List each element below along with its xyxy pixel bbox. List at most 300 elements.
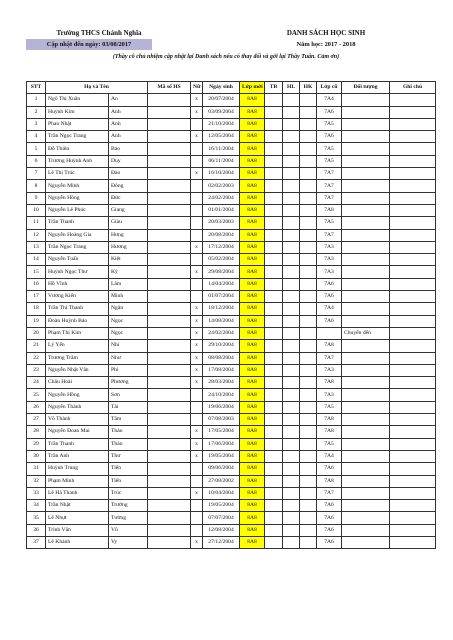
cell-family-name: Lê Nhựt	[46, 512, 109, 524]
cell-hl	[283, 327, 300, 339]
cell-stt: 9	[27, 192, 46, 204]
cell-female	[191, 475, 203, 487]
cell-hl	[283, 291, 300, 303]
cell-student-id	[148, 94, 191, 106]
cell-tb	[265, 327, 283, 339]
cell-birthdate: 17/06/2004	[203, 438, 240, 450]
table-row	[27, 303, 436, 315]
cell-female: x	[191, 94, 203, 106]
cell-stt: 34	[27, 500, 46, 512]
cell-student-id	[148, 168, 191, 180]
cell-hl	[283, 131, 300, 143]
cell-hk	[300, 278, 317, 290]
cell-notes	[390, 143, 436, 155]
cell-hk	[300, 438, 317, 450]
cell-old-class: 7A5	[317, 118, 342, 130]
cell-family-name: Lý Yến	[46, 340, 109, 352]
cell-tb	[265, 303, 283, 315]
table-row	[27, 118, 436, 130]
cell-old-class: 7A5	[317, 143, 342, 155]
cell-given-name: Đức	[109, 192, 148, 204]
cell-hl	[283, 500, 300, 512]
cell-family-name: Trần Ngọc Trang	[46, 131, 109, 143]
cell-given-name: Vũ	[109, 524, 148, 536]
cell-tb	[265, 352, 283, 364]
cell-new-class: 8A8	[240, 438, 265, 450]
cell-given-name: Tường	[109, 512, 148, 524]
cell-tb	[265, 229, 283, 241]
cell-female	[191, 143, 203, 155]
cell-birthdate: 10/04/2004	[203, 487, 240, 499]
cell-new-class: 8A8	[240, 364, 265, 376]
cell-birthdate: 07/08/2003	[203, 414, 240, 426]
cell-student-id	[148, 377, 191, 389]
cell-family-name: Nguyễn Nhật Văn	[46, 364, 109, 376]
cell-hl	[283, 352, 300, 364]
cell-hl	[283, 438, 300, 450]
table-row	[27, 426, 436, 438]
cell-old-class: 7A3	[317, 241, 342, 253]
cell-tb	[265, 155, 283, 167]
table-row	[27, 229, 436, 241]
cell-student-id	[148, 217, 191, 229]
table-row	[27, 463, 436, 475]
cell-category	[342, 536, 390, 548]
cell-given-name: Thảo	[109, 438, 148, 450]
cell-hk	[300, 377, 317, 389]
cell-given-name: Tài	[109, 401, 148, 413]
cell-given-name: Phương	[109, 377, 148, 389]
table-row	[27, 340, 436, 352]
cell-student-id	[148, 241, 191, 253]
cell-new-class: 8A8	[240, 254, 265, 266]
cell-notes	[390, 131, 436, 143]
cell-notes	[390, 94, 436, 106]
cell-tb	[265, 254, 283, 266]
cell-category	[342, 315, 390, 327]
col-header-birthdate: Ngày sinh	[203, 82, 240, 94]
cell-category	[342, 303, 390, 315]
cell-female	[191, 180, 203, 192]
cell-given-name: Minh	[109, 291, 148, 303]
cell-tb	[265, 131, 283, 143]
cell-hl	[283, 180, 300, 192]
cell-new-class: 8A8	[240, 487, 265, 499]
cell-stt: 37	[27, 536, 46, 548]
cell-female: x	[191, 487, 203, 499]
col-header-old-class: Lớp cũ	[317, 82, 342, 94]
cell-hk	[300, 524, 317, 536]
cell-given-name: Như	[109, 352, 148, 364]
cell-notes	[390, 340, 436, 352]
cell-hl	[283, 94, 300, 106]
cell-family-name: Trần Nhật	[46, 500, 109, 512]
cell-category	[342, 143, 390, 155]
cell-old-class: 7A5	[317, 155, 342, 167]
cell-student-id	[148, 327, 191, 339]
cell-hl	[283, 143, 300, 155]
cell-hl	[283, 536, 300, 548]
cell-notes	[390, 254, 436, 266]
cell-category	[342, 487, 390, 499]
cell-new-class: 8A8	[240, 106, 265, 118]
cell-hk	[300, 254, 317, 266]
cell-category	[342, 106, 390, 118]
col-header-name: Họ và Tên	[46, 82, 148, 94]
cell-student-id	[148, 266, 191, 278]
cell-student-id	[148, 389, 191, 401]
cell-category	[342, 463, 390, 475]
cell-stt: 7	[27, 168, 46, 180]
cell-hk	[300, 266, 317, 278]
col-header-hk: HK	[300, 82, 317, 94]
table-row	[27, 241, 436, 253]
cell-family-name: Đỗ Thiên	[46, 143, 109, 155]
cell-old-class: 7A6	[317, 106, 342, 118]
cell-hk	[300, 475, 317, 487]
cell-new-class: 8A8	[240, 327, 265, 339]
cell-tb	[265, 217, 283, 229]
cell-female	[191, 389, 203, 401]
table-row	[27, 180, 436, 192]
cell-given-name: Anh	[109, 106, 148, 118]
cell-given-name: Tiến	[109, 463, 148, 475]
cell-stt: 17	[27, 291, 46, 303]
cell-birthdate: 29/10/2004	[203, 340, 240, 352]
cell-tb	[265, 524, 283, 536]
cell-stt: 10	[27, 204, 46, 216]
cell-family-name: Nguyễn Thành	[46, 401, 109, 413]
cell-new-class: 8A8	[240, 217, 265, 229]
cell-old-class: 7A3	[317, 266, 342, 278]
cell-birthdate: 20/03/2003	[203, 217, 240, 229]
cell-family-name: Trương Huỳnh Anh	[46, 155, 109, 167]
cell-female	[191, 254, 203, 266]
cell-hk	[300, 450, 317, 462]
cell-birthdate: 16/11/2004	[203, 143, 240, 155]
cell-hk	[300, 217, 317, 229]
table-row	[27, 475, 436, 487]
cell-family-name: Phạm Thị Kim	[46, 327, 109, 339]
cell-tb	[265, 401, 283, 413]
cell-hk	[300, 463, 317, 475]
cell-notes	[390, 192, 436, 204]
cell-student-id	[148, 278, 191, 290]
cell-hk	[300, 327, 317, 339]
cell-stt: 14	[27, 254, 46, 266]
cell-given-name: An	[109, 94, 148, 106]
col-header-student-id: Mã số HS	[148, 82, 191, 94]
cell-stt: 8	[27, 180, 46, 192]
cell-tb	[265, 463, 283, 475]
cell-hk	[300, 168, 317, 180]
cell-new-class: 8A8	[240, 266, 265, 278]
cell-new-class: 8A8	[240, 180, 265, 192]
col-header-stt: STT	[27, 82, 46, 94]
cell-stt: 24	[27, 377, 46, 389]
col-header-tb: TB	[265, 82, 283, 94]
cell-notes	[390, 475, 436, 487]
cell-tb	[265, 241, 283, 253]
cell-new-class: 8A8	[240, 155, 265, 167]
table-header-row	[27, 82, 436, 94]
table-body	[27, 94, 436, 549]
cell-stt: 20	[27, 327, 46, 339]
cell-stt: 12	[27, 229, 46, 241]
cell-stt: 22	[27, 352, 46, 364]
cell-hl	[283, 450, 300, 462]
cell-notes	[390, 401, 436, 413]
cell-tb	[265, 180, 283, 192]
cell-student-id	[148, 487, 191, 499]
table-row	[27, 155, 436, 167]
cell-hl	[283, 315, 300, 327]
cell-hk	[300, 180, 317, 192]
cell-old-class: 7A8	[317, 414, 342, 426]
cell-female	[191, 512, 203, 524]
cell-hl	[283, 192, 300, 204]
cell-given-name: Tâm	[109, 414, 148, 426]
cell-birthdate: 01/01/2004	[203, 204, 240, 216]
cell-family-name: Huỳnh Kim	[46, 106, 109, 118]
cell-tb	[265, 278, 283, 290]
cell-notes	[390, 204, 436, 216]
cell-stt: 36	[27, 524, 46, 536]
cell-family-name: Trần Thị Thanh	[46, 303, 109, 315]
cell-old-class: 7A3	[317, 364, 342, 376]
cell-given-name: Thảo	[109, 426, 148, 438]
cell-stt: 28	[27, 426, 46, 438]
cell-stt: 1	[27, 94, 46, 106]
cell-student-id	[148, 192, 191, 204]
cell-family-name: Nguyễn Tuấn	[46, 254, 109, 266]
cell-family-name: Trương Trâm	[46, 352, 109, 364]
cell-category	[342, 241, 390, 253]
cell-notes	[390, 106, 436, 118]
cell-birthdate: 21/10/2004	[203, 118, 240, 130]
cell-family-name: Phan Nhật	[46, 118, 109, 130]
cell-given-name: Duy	[109, 155, 148, 167]
cell-notes	[390, 241, 436, 253]
cell-notes	[390, 438, 436, 450]
cell-stt: 25	[27, 389, 46, 401]
cell-student-id	[148, 414, 191, 426]
cell-hk	[300, 229, 317, 241]
cell-category	[342, 364, 390, 376]
cell-new-class: 8A8	[240, 241, 265, 253]
cell-category	[342, 204, 390, 216]
cell-stt: 4	[27, 131, 46, 143]
cell-student-id	[148, 524, 191, 536]
cell-notes	[390, 463, 436, 475]
cell-hk	[300, 118, 317, 130]
cell-category	[342, 291, 390, 303]
cell-old-class: 7A6	[317, 500, 342, 512]
cell-female: x	[191, 364, 203, 376]
cell-birthdate: 18/12/2004	[203, 303, 240, 315]
cell-student-id	[148, 512, 191, 524]
cell-category	[342, 118, 390, 130]
cell-female: x	[191, 168, 203, 180]
student-roster-table	[26, 81, 436, 549]
cell-hk	[300, 401, 317, 413]
cell-old-class: 7A8	[317, 475, 342, 487]
cell-given-name: Trường	[109, 500, 148, 512]
cell-new-class: 8A8	[240, 131, 265, 143]
cell-hk	[300, 192, 317, 204]
cell-birthdate: 07/07/2004	[203, 512, 240, 524]
cell-old-class: 7A5	[317, 401, 342, 413]
cell-family-name: Nguyễn Hồng	[46, 389, 109, 401]
cell-category	[342, 377, 390, 389]
cell-birthdate: 17/08/2004	[203, 364, 240, 376]
cell-female	[191, 463, 203, 475]
cell-birthdate: 27/08/2002	[203, 475, 240, 487]
cell-hk	[300, 106, 317, 118]
cell-student-id	[148, 291, 191, 303]
document-title: DANH SÁCH HỌC SINH	[286, 29, 366, 37]
cell-category	[342, 438, 390, 450]
cell-student-id	[148, 180, 191, 192]
cell-student-id	[148, 254, 191, 266]
cell-tb	[265, 340, 283, 352]
cell-category	[342, 217, 390, 229]
cell-category	[342, 426, 390, 438]
cell-family-name: Lê Hà Thanh	[46, 487, 109, 499]
cell-stt: 31	[27, 463, 46, 475]
cell-new-class: 8A8	[240, 303, 265, 315]
cell-student-id	[148, 118, 191, 130]
cell-hl	[283, 278, 300, 290]
table-row	[27, 327, 436, 339]
table-row	[27, 217, 436, 229]
cell-old-class: 7A6	[317, 278, 342, 290]
cell-category: Chuyển đến	[342, 327, 390, 339]
cell-tb	[265, 512, 283, 524]
cell-tb	[265, 168, 283, 180]
cell-new-class: 8A8	[240, 168, 265, 180]
cell-birthdate: 16/10/2004	[203, 168, 240, 180]
table-row	[27, 438, 436, 450]
cell-old-class: 7A3	[317, 389, 342, 401]
cell-female: x	[191, 426, 203, 438]
cell-new-class: 8A8	[240, 524, 265, 536]
cell-given-name: Tiến	[109, 475, 148, 487]
cell-category	[342, 475, 390, 487]
cell-family-name: Huỳnh Trung	[46, 463, 109, 475]
cell-hl	[283, 168, 300, 180]
cell-given-name: Anh	[109, 118, 148, 130]
cell-female: x	[191, 241, 203, 253]
cell-category	[342, 278, 390, 290]
table-row	[27, 401, 436, 413]
cell-birthdate: 08/08/2004	[203, 352, 240, 364]
cell-notes	[390, 352, 436, 364]
cell-stt: 27	[27, 414, 46, 426]
cell-category	[342, 512, 390, 524]
cell-hk	[300, 426, 317, 438]
cell-new-class: 8A8	[240, 315, 265, 327]
cell-tb	[265, 204, 283, 216]
cell-student-id	[148, 352, 191, 364]
table-row	[27, 487, 436, 499]
cell-stt: 23	[27, 364, 46, 376]
cell-category	[342, 352, 390, 364]
table-row	[27, 500, 436, 512]
cell-notes	[390, 327, 436, 339]
cell-tb	[265, 94, 283, 106]
cell-birthdate: 05/02/2004	[203, 254, 240, 266]
cell-new-class: 8A8	[240, 377, 265, 389]
cell-category	[342, 340, 390, 352]
cell-family-name: Lê Thị Trúc	[46, 168, 109, 180]
cell-tb	[265, 450, 283, 462]
cell-stt: 6	[27, 155, 46, 167]
cell-hk	[300, 389, 317, 401]
cell-given-name: Kiệt	[109, 254, 148, 266]
school-year: Năm học: 2017 - 2018	[296, 41, 356, 48]
cell-family-name: Trần Ngọc Trang	[46, 241, 109, 253]
cell-stt: 5	[27, 143, 46, 155]
cell-hk	[300, 500, 317, 512]
cell-family-name: Trần Thanh	[46, 438, 109, 450]
cell-stt: 11	[27, 217, 46, 229]
col-header-notes: Ghi chú	[390, 82, 436, 94]
cell-old-class: 7A7	[317, 229, 342, 241]
cell-hk	[300, 204, 317, 216]
cell-given-name: Ngân	[109, 303, 148, 315]
cell-female: x	[191, 266, 203, 278]
cell-notes	[390, 315, 436, 327]
table-row	[27, 524, 436, 536]
table-row	[27, 168, 436, 180]
cell-notes	[390, 229, 436, 241]
cell-birthdate: 24/02/2004	[203, 327, 240, 339]
cell-category	[342, 168, 390, 180]
cell-hk	[300, 291, 317, 303]
cell-old-class: 7A7	[317, 168, 342, 180]
cell-family-name: Nguyễn Hồng	[46, 192, 109, 204]
cell-student-id	[148, 475, 191, 487]
cell-tb	[265, 536, 283, 548]
cell-old-class: 7A6	[317, 463, 342, 475]
cell-birthdate: 29/08/2004	[203, 266, 240, 278]
cell-new-class: 8A8	[240, 291, 265, 303]
cell-family-name: Huỳnh Ngọc Thư	[46, 266, 109, 278]
cell-category	[342, 414, 390, 426]
cell-tb	[265, 266, 283, 278]
cell-birthdate: 19/06/2004	[203, 401, 240, 413]
cell-new-class: 8A8	[240, 450, 265, 462]
cell-birthdate: 12/05/2004	[203, 131, 240, 143]
cell-notes	[390, 450, 436, 462]
table-row	[27, 266, 436, 278]
cell-notes	[390, 364, 436, 376]
cell-student-id	[148, 426, 191, 438]
cell-new-class: 8A8	[240, 414, 265, 426]
table-row	[27, 512, 436, 524]
cell-birthdate: 02/02/2003	[203, 180, 240, 192]
cell-hk	[300, 414, 317, 426]
cell-student-id	[148, 204, 191, 216]
cell-notes	[390, 180, 436, 192]
cell-tb	[265, 500, 283, 512]
cell-given-name: Phi	[109, 364, 148, 376]
cell-new-class: 8A8	[240, 118, 265, 130]
cell-family-name: Trần Anh	[46, 450, 109, 462]
cell-new-class: 8A8	[240, 536, 265, 548]
cell-new-class: 8A8	[240, 463, 265, 475]
